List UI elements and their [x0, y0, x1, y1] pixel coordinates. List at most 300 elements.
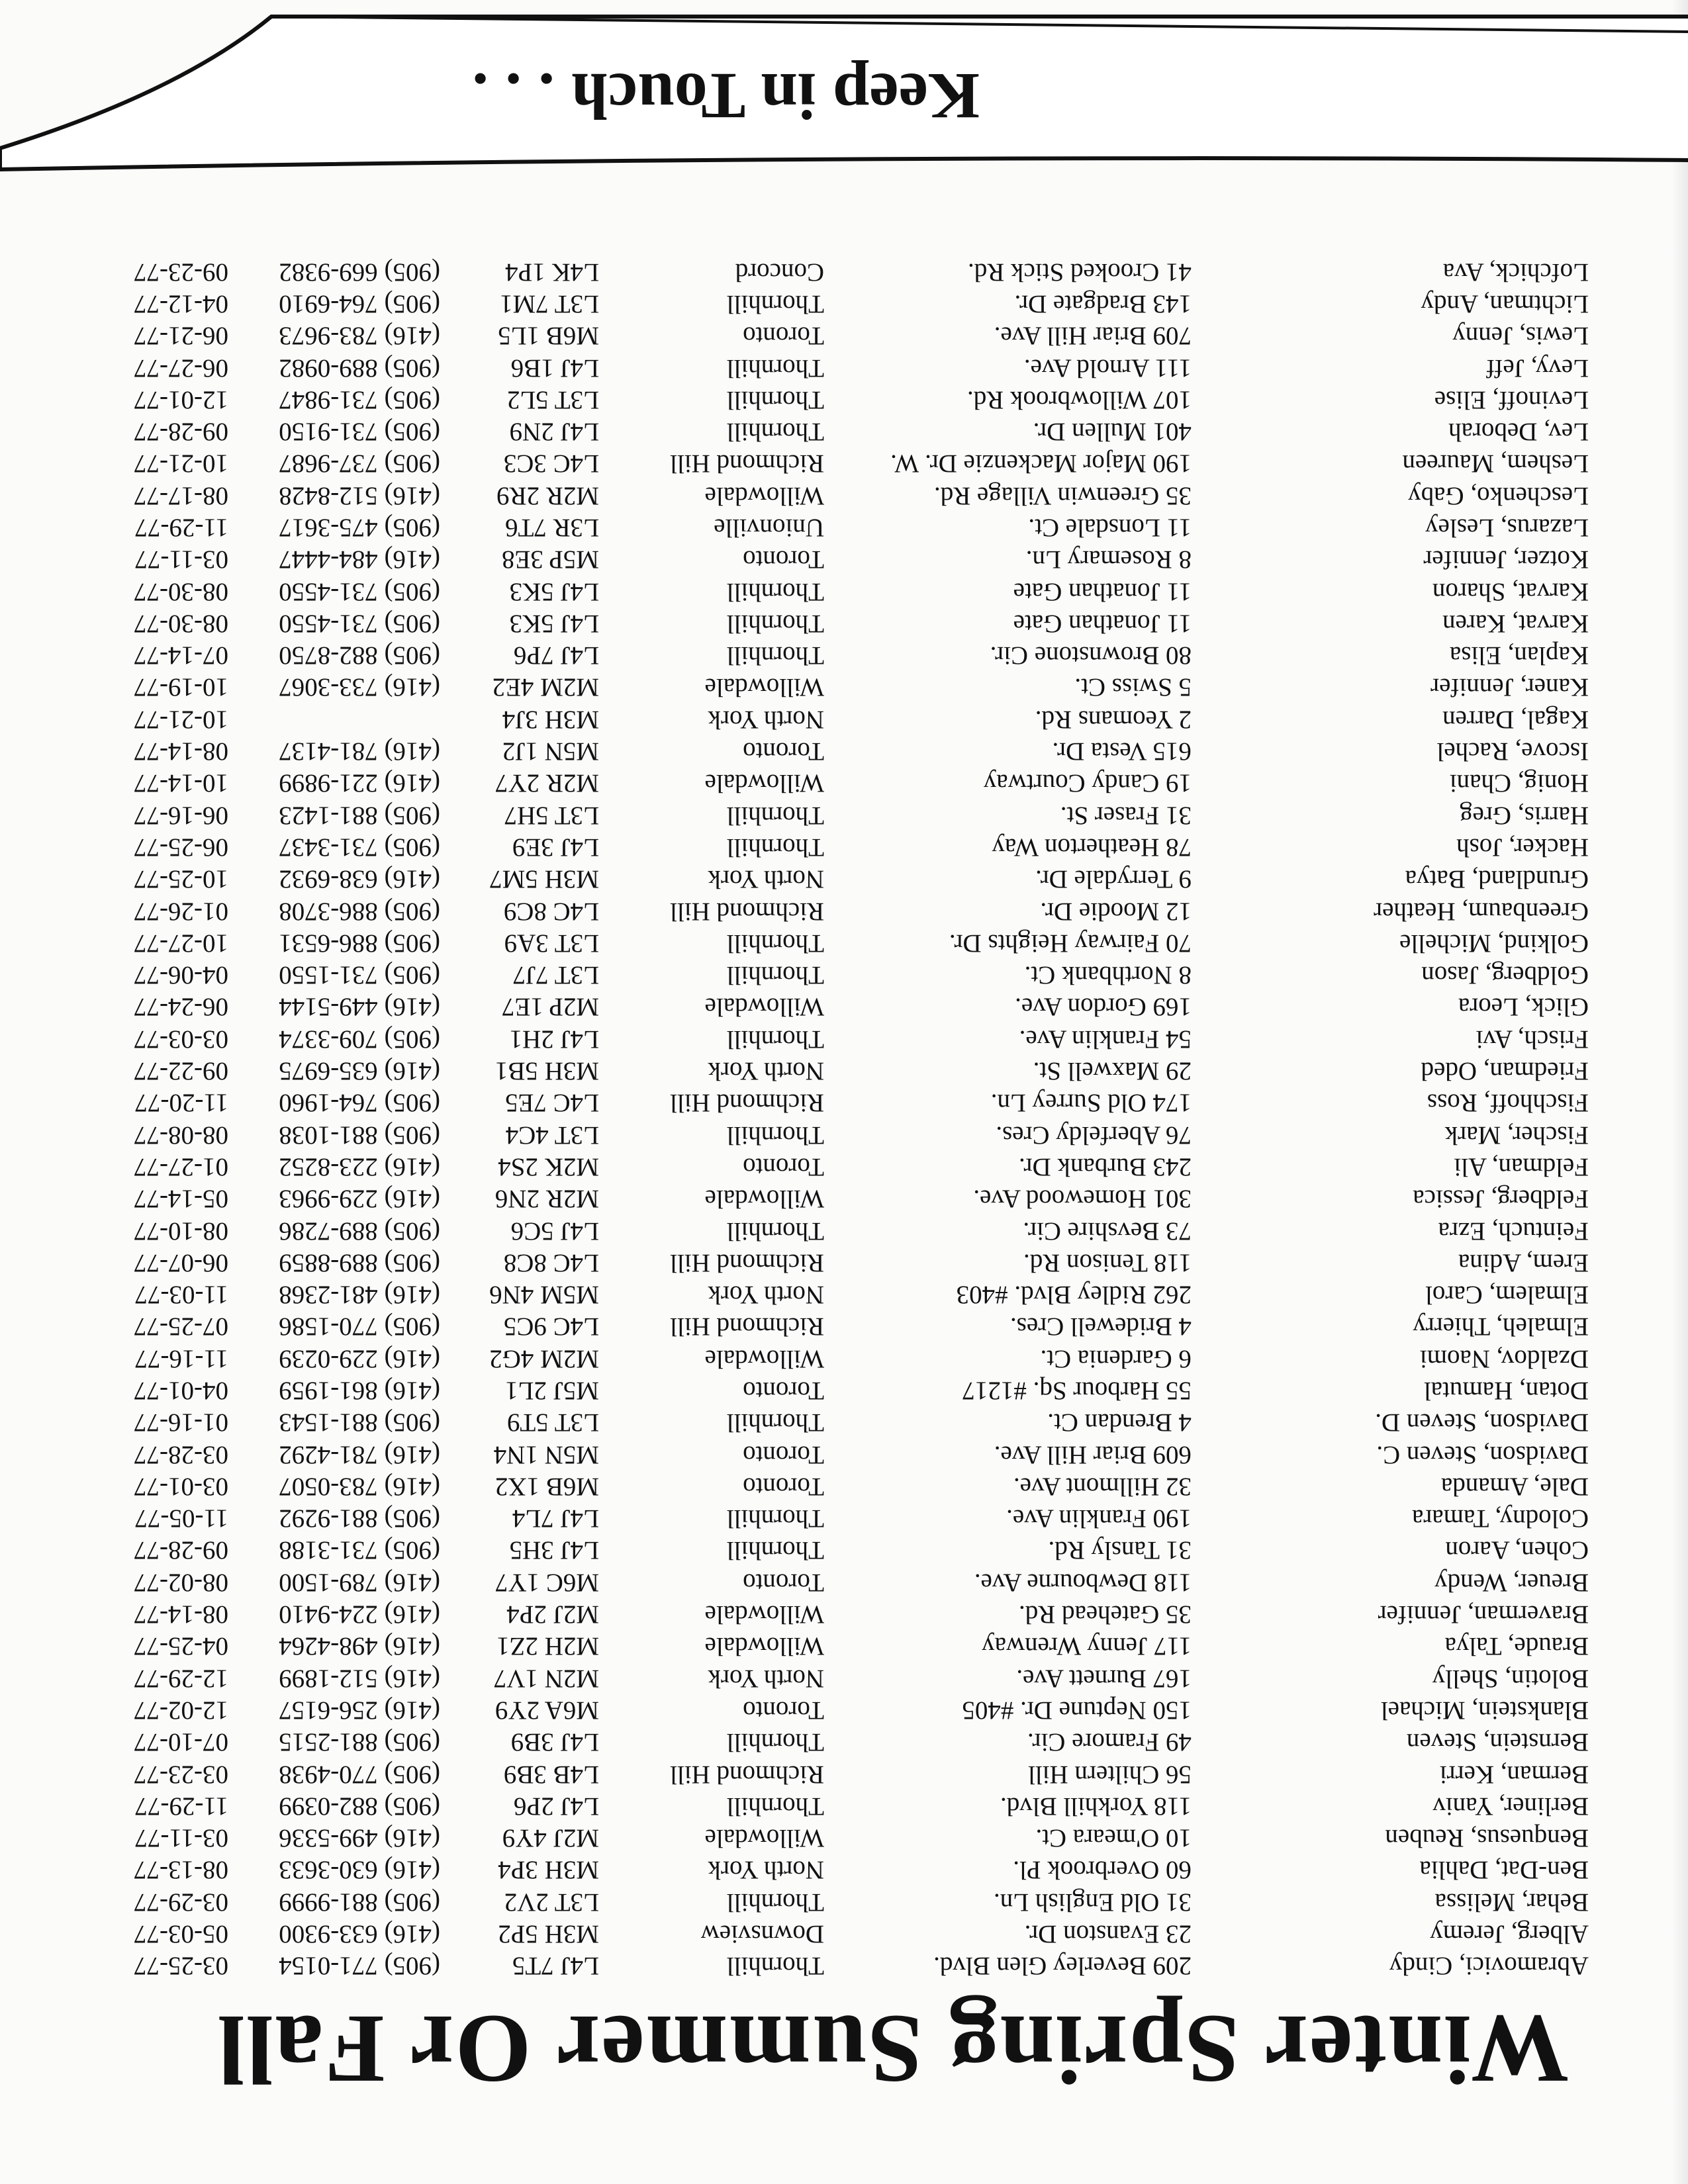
entry-birthday: 10-21-77 — [134, 449, 228, 478]
entry-address: 35 Greenwin Village Rd. — [933, 481, 1192, 510]
entry-postal: L4C 8C9 — [503, 897, 599, 926]
entry-postal: L3T 7J7 — [512, 961, 599, 990]
entry-city: Toronto — [743, 1377, 824, 1406]
banner-title: Keep in Touch . . . — [472, 60, 980, 133]
entry-phone: (416) 733-3067 — [279, 673, 440, 702]
directory-row — [96, 1727, 1589, 1758]
entry-birthday: 01-16-77 — [134, 1408, 228, 1437]
entry-address: 150 Neptune Dr. #405 — [962, 1696, 1192, 1725]
entry-address: 73 Bevshire Cir. — [1023, 1216, 1192, 1246]
entry-city: Concord — [735, 257, 824, 287]
entry-phone: (416) 781-4292 — [279, 1440, 440, 1469]
entry-address: 117 Jenny Wrenway — [982, 1632, 1192, 1661]
entry-birthday: 06-21-77 — [134, 322, 228, 351]
entry-postal: M3H 5B1 — [494, 1057, 599, 1086]
entry-city: Unionville — [714, 514, 824, 542]
entry-address: 190 Franklin Ave. — [1006, 1504, 1192, 1533]
directory-row — [96, 1503, 1589, 1535]
entry-city: Thornhill — [726, 1216, 824, 1246]
entry-name: Braverman, Jennifer — [1378, 1600, 1589, 1629]
entry-city: Thornhill — [726, 609, 824, 638]
entry-name: Fischhoff, Ross — [1427, 1089, 1589, 1118]
entry-city: North York — [708, 705, 824, 734]
entry-birthday: 08-14-77 — [134, 1600, 228, 1629]
directory-row — [96, 416, 1589, 447]
entry-city: Toronto — [743, 322, 824, 351]
entry-city: Willowdale — [704, 1824, 824, 1853]
entry-phone: (905) 886-3708 — [279, 897, 440, 926]
directory-row — [96, 1758, 1589, 1790]
entry-birthday: 08-13-77 — [134, 1856, 228, 1885]
entry-name: Iscove, Rachel — [1436, 737, 1589, 766]
entry-city: Thornhill — [726, 289, 824, 318]
entry-city: Thornhill — [726, 418, 824, 447]
directory-row — [96, 1471, 1589, 1502]
entry-city: Thornhill — [726, 1792, 824, 1821]
entry-birthday: 04-06-77 — [134, 961, 228, 990]
directory-row — [96, 1247, 1589, 1279]
directory-row — [96, 256, 1589, 288]
entry-name: Lichtman, Andy — [1421, 289, 1589, 318]
entry-city: Thornhill — [726, 641, 824, 670]
entry-address: 615 Vesta Dr. — [1052, 737, 1192, 766]
entry-city: Thornhill — [726, 1888, 824, 1917]
entry-name: Erem, Adina — [1458, 1248, 1589, 1277]
entry-city: Richmond Hill — [670, 897, 824, 926]
entry-birthday: 11-20-77 — [134, 1089, 228, 1118]
entry-name: Kaplan, Elisa — [1449, 641, 1589, 670]
entry-address: 19 Candy Courtway — [983, 769, 1192, 798]
entry-name: Karvat, Sharon — [1432, 577, 1589, 606]
entry-birthday: 07-14-77 — [134, 641, 228, 670]
directory-body — [96, 256, 1589, 1982]
entry-address: 209 Beverley Glen Blvd. — [933, 1952, 1192, 1981]
entry-address: 49 Framore Cir. — [1027, 1728, 1192, 1757]
directory-row — [96, 1694, 1589, 1726]
page-edge-shadow — [1672, 0, 1688, 2184]
entry-postal: M2H 2Z1 — [496, 1632, 599, 1661]
entry-phone: (905) 731-9150 — [279, 418, 440, 447]
entry-name: Levinoff, Elise — [1434, 385, 1589, 414]
entry-postal: M2P 1E7 — [502, 993, 599, 1022]
directory-row — [96, 1886, 1589, 1918]
entry-birthday: 08-17-77 — [134, 481, 228, 510]
entry-city: North York — [708, 865, 824, 894]
entry-phone — [228, 704, 440, 735]
entry-postal: M3H 5M7 — [489, 865, 599, 894]
entry-phone: (416) 221-9899 — [279, 769, 440, 798]
entry-phone: (905) 881-9999 — [279, 1888, 440, 1917]
directory-row — [96, 1183, 1589, 1215]
entry-name: Alberg, Jeremy — [1430, 1920, 1589, 1949]
entry-birthday: 05-14-77 — [134, 1185, 228, 1214]
entry-address: 243 Burbank Dr. — [1018, 1152, 1192, 1181]
entry-postal: L4J 7T5 — [512, 1952, 599, 1981]
entry-birthday: 01-26-77 — [134, 897, 228, 926]
entry-name: Glick, Leora — [1458, 993, 1589, 1022]
directory-row — [96, 895, 1589, 927]
entry-name: Bolotin, Shelly — [1432, 1664, 1589, 1693]
directory-row — [96, 960, 1589, 991]
entry-name: Lofchick, Ava — [1442, 257, 1589, 287]
entry-address: 174 Old Surrey Ln. — [990, 1089, 1192, 1118]
entry-name: Lewis, Jenny — [1452, 322, 1589, 351]
entry-birthday: 10-14-77 — [134, 769, 228, 798]
entry-name: Ben-Dat, Dahlia — [1419, 1856, 1589, 1885]
entry-city: Richmond Hill — [670, 1312, 824, 1342]
entry-city: North York — [708, 1057, 824, 1086]
entry-birthday: 12-01-77 — [134, 385, 228, 414]
entry-address: 4 Bridewell Cres. — [1009, 1312, 1192, 1342]
entry-name: Lazarus, Lesley — [1425, 514, 1589, 542]
entry-postal: M2J 2P4 — [506, 1600, 599, 1629]
entry-phone: (905) 731-3188 — [279, 1536, 440, 1565]
entry-phone: (905) 731-4550 — [279, 577, 440, 606]
entry-postal: M2R 2R9 — [496, 481, 599, 510]
entry-city: North York — [708, 1856, 824, 1885]
entry-postal: L4C 8C8 — [503, 1248, 599, 1277]
entry-name: Levy, Jeff — [1486, 353, 1589, 383]
entry-address: 8 Northbank Ct. — [1024, 961, 1192, 990]
entry-phone: (905) 882-0399 — [279, 1792, 440, 1821]
entry-city: Toronto — [743, 1152, 824, 1181]
directory-row — [96, 1950, 1589, 1982]
directory-row — [96, 1823, 1589, 1854]
entry-birthday: 10-27-77 — [134, 929, 228, 958]
entry-address: 41 Crooked Stick Rd. — [968, 257, 1192, 287]
entry-city: Toronto — [743, 1696, 824, 1725]
entry-postal: L3T 4C4 — [505, 1120, 599, 1150]
entry-postal: M2J 4Y9 — [502, 1824, 599, 1853]
entry-address: 2 Yeomans Rd. — [1035, 705, 1192, 734]
entry-postal: L4C 9C5 — [503, 1312, 599, 1342]
entry-city: Toronto — [743, 1472, 824, 1501]
entry-birthday: 06-24-77 — [134, 993, 228, 1022]
page-title: Winter Spring Summer Or Fall — [216, 1995, 1569, 2103]
entry-phone: (905) 881-1038 — [279, 1120, 440, 1150]
entry-birthday: 06-16-77 — [134, 801, 228, 830]
entry-city: Richmond Hill — [670, 1760, 824, 1789]
entry-name: Benquesus, Reuben — [1385, 1824, 1589, 1853]
directory-row — [96, 864, 1589, 895]
directory-row — [96, 1119, 1589, 1151]
entry-address: 60 Overbrook Pl. — [1013, 1856, 1192, 1885]
entry-phone: (905) 731-3437 — [279, 833, 440, 862]
entry-address: 4 Brendan Ct. — [1047, 1408, 1192, 1437]
entry-postal: M6C 1Y7 — [494, 1568, 599, 1597]
entry-postal: L4K 1P4 — [505, 257, 599, 287]
entry-city: Thornhill — [726, 353, 824, 383]
entry-birthday: 12-29-77 — [134, 1664, 228, 1693]
entry-city: Willowdale — [704, 481, 824, 510]
directory-row — [96, 704, 1589, 735]
entry-address: 11 Jonathan Gate — [1013, 609, 1192, 638]
entry-city: Thornhill — [726, 929, 824, 958]
entry-postal: M5M 4N6 — [489, 1281, 599, 1310]
entry-birthday: 03-29-77 — [134, 1888, 228, 1917]
entry-city: Willowdale — [704, 1185, 824, 1214]
entry-city: Toronto — [743, 1440, 824, 1469]
entry-name: Karvat, Karen — [1442, 609, 1589, 638]
entry-phone: (905) 771-0154 — [279, 1952, 440, 1981]
entry-phone: (905) 886-6531 — [279, 929, 440, 958]
entry-birthday: 08-08-77 — [134, 1120, 228, 1150]
entry-name: Grundland, Batya — [1405, 865, 1589, 894]
entry-birthday: 09-28-77 — [134, 418, 228, 447]
entry-address: 8 Rosemary Ln. — [1025, 545, 1192, 574]
entry-city: Toronto — [743, 545, 824, 574]
entry-address: 11 Lonsdale Ct. — [1028, 514, 1192, 542]
entry-postal: L4J 5C6 — [510, 1216, 599, 1246]
entry-birthday: 10-19-77 — [134, 673, 228, 702]
entry-name: Bernstein, Steven — [1406, 1728, 1589, 1757]
entry-name: Dotan, Hamutal — [1423, 1377, 1589, 1406]
entry-postal: L4J 3H5 — [509, 1536, 599, 1565]
entry-postal: L4J 3B9 — [510, 1728, 599, 1757]
directory-row — [96, 1055, 1589, 1087]
entry-address: 609 Briar Hill Ave. — [994, 1440, 1192, 1469]
directory-row — [96, 352, 1589, 384]
entry-city: Thornhill — [726, 1408, 824, 1437]
entry-birthday: 07-25-77 — [134, 1312, 228, 1342]
entry-birthday: 03-03-77 — [134, 1024, 228, 1054]
entry-postal: L4C 3C3 — [503, 449, 599, 478]
entry-postal: M6A 2Y9 — [494, 1696, 599, 1725]
entry-phone: (416) 789-1500 — [279, 1568, 440, 1597]
entry-name: Behar, Melissa — [1434, 1888, 1589, 1917]
entry-postal: M2M 4E2 — [492, 673, 599, 702]
entry-name: Leschenko, Gaby — [1408, 481, 1589, 510]
entry-city: Willowdale — [704, 1344, 824, 1373]
entry-name: Feintuch, Ezra — [1438, 1216, 1589, 1246]
directory-row — [96, 735, 1589, 767]
entry-postal: L4J 7L4 — [512, 1504, 599, 1533]
entry-name: Kagal, Darren — [1442, 705, 1589, 734]
directory-row — [96, 1567, 1589, 1598]
entry-city: Thornhill — [726, 1024, 824, 1054]
entry-postal: M3H 3J4 — [502, 705, 599, 734]
entry-phone: (416) 498-4264 — [279, 1632, 440, 1661]
entry-address: 31 Tansly Rd. — [1048, 1536, 1192, 1565]
entry-postal: L3T 5H7 — [504, 801, 599, 830]
entry-birthday: 12-02-77 — [134, 1696, 228, 1725]
directory-row — [96, 1598, 1589, 1630]
entry-birthday: 08-14-77 — [134, 737, 228, 766]
entry-phone: (905) 881-2515 — [279, 1728, 440, 1757]
entry-name: Breuer, Wendy — [1434, 1568, 1589, 1597]
directory-row — [96, 288, 1589, 320]
entry-address: 107 Willowbrook Rd. — [967, 385, 1192, 414]
entry-name: Berliner, Yaniv — [1432, 1792, 1589, 1821]
entry-address: 12 Moodie Dr. — [1040, 897, 1192, 926]
entry-city: Thornhill — [726, 1504, 824, 1533]
entry-birthday: 01-27-77 — [134, 1152, 228, 1181]
entry-birthday: 03-11-77 — [134, 545, 228, 574]
entry-city: Richmond Hill — [670, 1089, 824, 1118]
entry-name: Dale, Amanda — [1440, 1472, 1589, 1501]
entry-city: Willowdale — [704, 769, 824, 798]
entry-phone: (905) 770-4938 — [279, 1760, 440, 1789]
entry-birthday: 06-25-77 — [134, 833, 228, 862]
entry-name: Davidson, Steven C. — [1376, 1440, 1589, 1469]
entry-name: Kotzer, Jennifer — [1423, 545, 1589, 574]
entry-phone: (905) 731-9847 — [279, 385, 440, 414]
entry-postal: L4J 2H1 — [509, 1024, 599, 1054]
entry-phone: (416) 635-6975 — [279, 1057, 440, 1086]
entry-phone: (905) 881-1543 — [279, 1408, 440, 1437]
directory-row — [96, 1854, 1589, 1886]
entry-address: 32 Hillmont Ave. — [1013, 1472, 1192, 1501]
entry-phone: (905) 889-8859 — [279, 1248, 440, 1277]
directory-row — [96, 1311, 1589, 1343]
entry-birthday: 11-29-77 — [134, 514, 228, 542]
entry-phone: (416) 499-5336 — [279, 1824, 440, 1853]
entry-birthday: 04-01-77 — [134, 1377, 228, 1406]
entry-name: Fischer, Mark — [1444, 1120, 1589, 1150]
entry-address: 111 Arnold Ave. — [1023, 353, 1192, 383]
entry-city: Willowdale — [704, 1600, 824, 1629]
entry-postal: M5J 2L1 — [505, 1377, 599, 1406]
entry-address: 9 Terrydale Dr. — [1035, 865, 1192, 894]
entry-name: Honig, Chani — [1449, 769, 1589, 798]
entry-birthday: 03-01-77 — [134, 1472, 228, 1501]
entry-phone: (416) 224-9410 — [279, 1600, 440, 1629]
entry-city: Thornhill — [726, 1728, 824, 1757]
entry-birthday: 10-25-77 — [134, 865, 228, 894]
entry-phone: (905) 889-0982 — [279, 353, 440, 383]
entry-birthday: 11-29-77 — [134, 1792, 228, 1821]
entry-name: Berman, Kerri — [1439, 1760, 1589, 1789]
entry-phone: (416) 449-5144 — [279, 993, 440, 1022]
entry-city: Toronto — [743, 1568, 824, 1597]
entry-name: Goldberg, Jason — [1421, 961, 1589, 990]
entry-phone: (416) 512-8428 — [279, 481, 440, 510]
entry-phone: (905) 764-1960 — [279, 1089, 440, 1118]
entry-address: 709 Briar Hill Ave. — [994, 322, 1192, 351]
entry-address: 401 Mullen Dr. — [1033, 418, 1192, 447]
directory-row — [96, 1439, 1589, 1471]
entry-phone: (416) 223-8252 — [279, 1152, 440, 1181]
entry-phone: (905) 731-4550 — [279, 609, 440, 638]
entry-postal: M2R 2Y7 — [494, 769, 599, 798]
entry-name: Elmaleh, Thierry — [1413, 1312, 1589, 1342]
entry-address: 262 Ridley Blvd. #403 — [956, 1281, 1192, 1310]
entry-phone: (416) 229-0239 — [279, 1344, 440, 1373]
entry-postal: M3H 3P4 — [498, 1856, 599, 1885]
entry-phone: (416) 781-4137 — [279, 737, 440, 766]
entry-address: 167 Burnett Ave. — [1016, 1664, 1192, 1693]
directory-row — [96, 1087, 1589, 1119]
entry-phone: (905) 881-9292 — [279, 1504, 440, 1533]
entry-city: Thornhill — [726, 801, 824, 830]
directory-row — [96, 1343, 1589, 1375]
entry-address: 55 Harbour Sq. #1217 — [962, 1377, 1192, 1406]
entry-birthday: 04-12-77 — [134, 289, 228, 318]
entry-birthday: 08-30-77 — [134, 577, 228, 606]
entry-address: 118 Yorkhill Blvd. — [1000, 1792, 1192, 1821]
entry-birthday: 08-10-77 — [134, 1216, 228, 1246]
entry-phone: (416) 783-0507 — [279, 1472, 440, 1501]
entry-birthday: 03-23-77 — [134, 1760, 228, 1789]
entry-postal: L4J 3E9 — [512, 833, 599, 862]
entry-birthday: 09-22-77 — [134, 1057, 228, 1086]
entry-phone: (416) 783-9673 — [279, 322, 440, 351]
entry-name: Abramovici, Cindy — [1389, 1952, 1589, 1981]
entry-city: Thornhill — [726, 1952, 824, 1981]
entry-postal: L3T 5T9 — [506, 1408, 599, 1437]
entry-postal: L4J 7P6 — [514, 641, 599, 670]
entry-name: Davidson, Steven D. — [1375, 1408, 1589, 1437]
entry-name: Friedman, Oded — [1421, 1057, 1589, 1086]
entry-phone: (905) 475-3617 — [279, 514, 440, 542]
entry-postal: M6B 1L5 — [498, 322, 599, 351]
entry-address: 301 Homewood Ave. — [973, 1185, 1192, 1214]
entry-postal: L3T 5L2 — [506, 385, 599, 414]
entry-name: Dzaldov, Naomi — [1419, 1344, 1589, 1373]
directory-row — [96, 1631, 1589, 1662]
entry-postal: M5N 1N4 — [493, 1440, 599, 1469]
directory-row — [96, 608, 1589, 639]
entry-address: 143 Bradgate Dr. — [1014, 289, 1192, 318]
directory-row — [96, 320, 1589, 352]
entry-birthday: 04-25-77 — [134, 1632, 228, 1661]
directory-row — [96, 512, 1589, 543]
entry-phone: (905) 889-7286 — [279, 1216, 440, 1246]
directory-row — [96, 640, 1589, 672]
entry-address: 35 Gatehead Rd. — [1018, 1600, 1192, 1629]
entry-phone: (416) 638-6932 — [279, 865, 440, 894]
entry-city: Thornhill — [726, 833, 824, 862]
directory-row — [96, 672, 1589, 704]
entry-birthday: 09-28-77 — [134, 1536, 228, 1565]
entry-address: 54 Franklin Ave. — [1019, 1024, 1192, 1054]
directory-row — [96, 768, 1589, 799]
entry-birthday: 08-02-77 — [134, 1568, 228, 1597]
entry-phone: (905) 764-6910 — [279, 289, 440, 318]
entry-address: 78 Heatherton Way — [992, 833, 1192, 862]
entry-phone: (416) 633-9300 — [279, 1920, 440, 1949]
directory-row — [96, 544, 1589, 576]
directory-row — [96, 384, 1589, 416]
entry-postal: L3T 3A9 — [504, 929, 599, 958]
directory-table — [96, 256, 1589, 1982]
entry-birthday: 03-25-77 — [134, 1952, 228, 1981]
directory-row — [96, 1279, 1589, 1310]
entry-name: Blankstein, Michael — [1380, 1696, 1589, 1725]
entry-city: Richmond Hill — [670, 449, 824, 478]
entry-phone: (416) 861-1959 — [279, 1377, 440, 1406]
entry-phone: (905) 882-8750 — [279, 641, 440, 670]
directory-row — [96, 1918, 1589, 1950]
entry-name: Lev, Deborah — [1448, 418, 1589, 447]
entry-city: North York — [708, 1664, 824, 1693]
entry-phone: (905) 881-1423 — [279, 801, 440, 830]
entry-address: 70 Fairway Heights Dr. — [949, 929, 1192, 958]
directory-row — [96, 1215, 1589, 1247]
entry-name: Braude, Talya — [1444, 1632, 1589, 1661]
entry-name: Feldberg, Jessica — [1413, 1185, 1589, 1214]
entry-birthday: 09-23-77 — [134, 257, 228, 287]
entry-postal: M2N 1V7 — [493, 1664, 599, 1693]
entry-postal: M2R 2N6 — [494, 1185, 599, 1214]
entry-city: Richmond Hill — [670, 1248, 824, 1277]
entry-postal: L4C 7E5 — [505, 1089, 599, 1118]
entry-city: Toronto — [743, 737, 824, 766]
entry-phone: (905) 770-1586 — [279, 1312, 440, 1342]
directory-row — [96, 927, 1589, 959]
directory-row — [96, 1407, 1589, 1439]
entry-birthday: 11-05-77 — [134, 1504, 228, 1533]
